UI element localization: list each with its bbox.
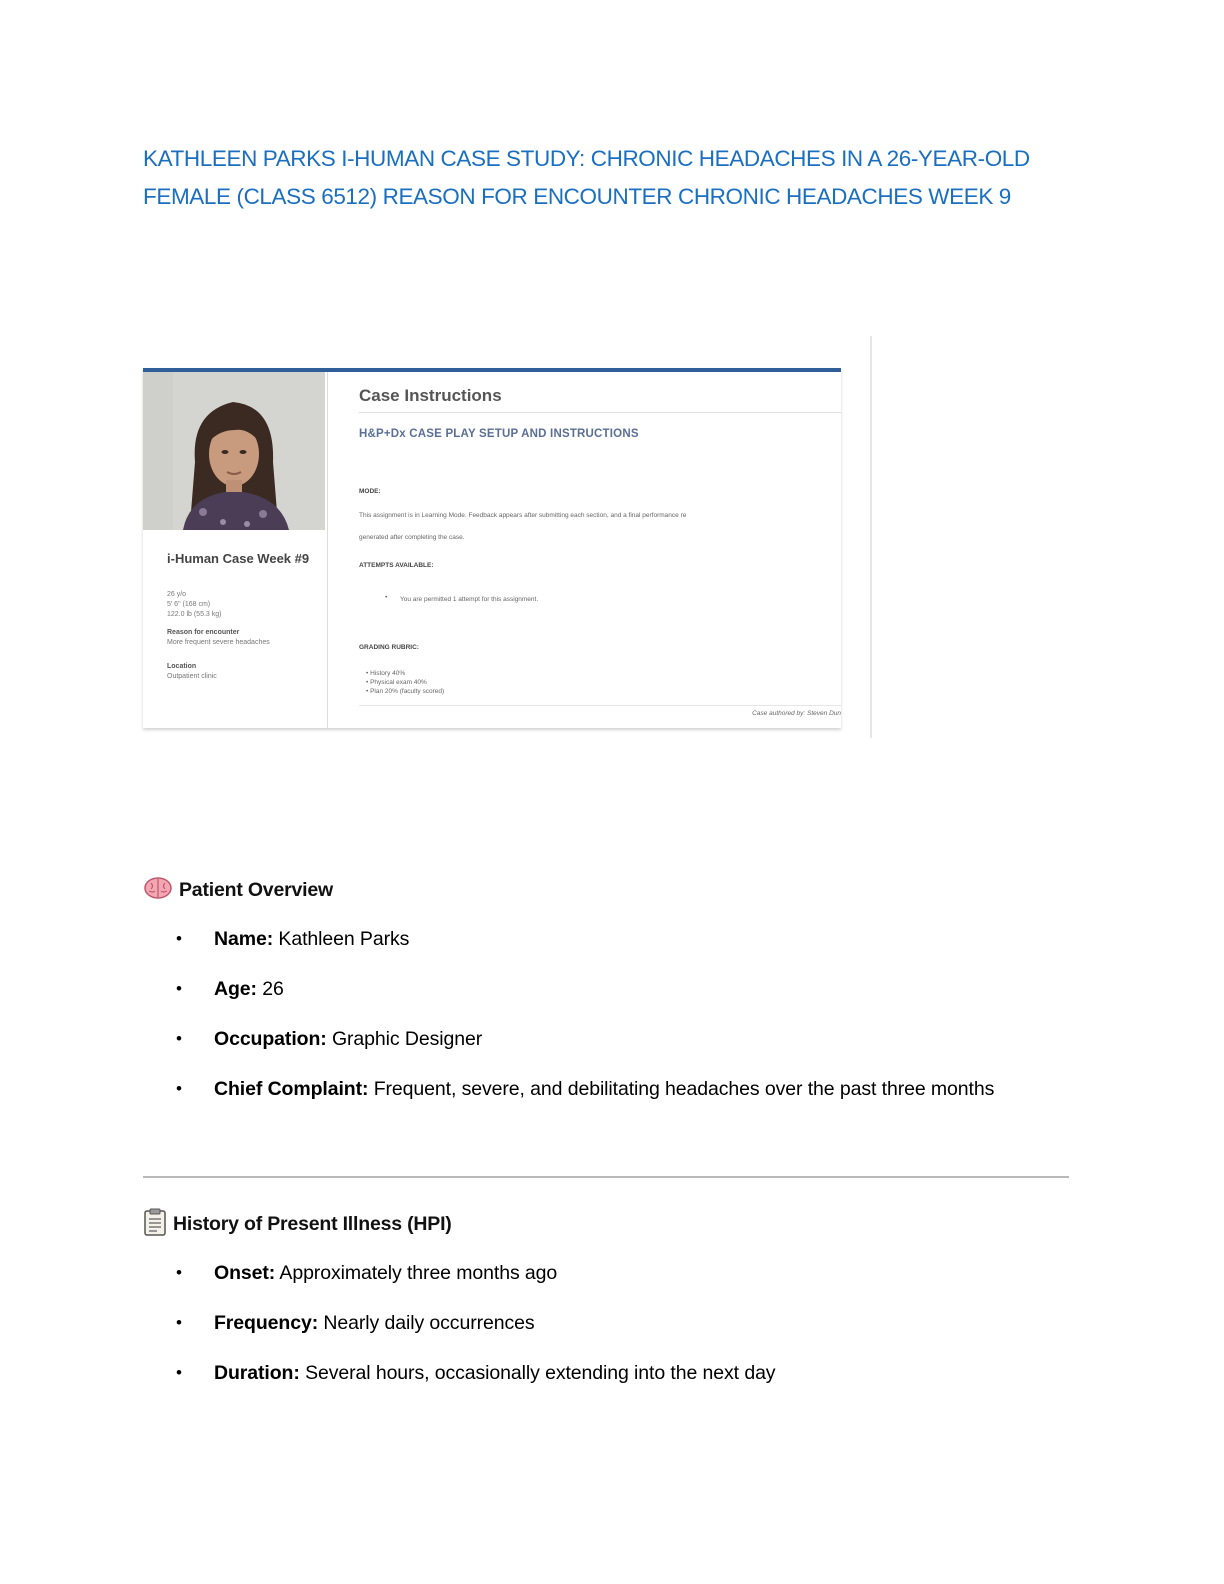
section-heading: History of Present Illness (HPI) [173, 1213, 452, 1235]
list-item: • Frequency: Nearly daily occurrences [176, 1306, 1056, 1340]
reason-value: More frequent severe headaches [167, 639, 270, 646]
clipboard-icon [143, 1208, 167, 1241]
rubric-label: GRADING RUBRIC: [359, 644, 419, 651]
patient-height: 5' 6" (168 cm) [167, 601, 211, 608]
patient-avatar-image [143, 372, 325, 530]
rubric-item: • Plan 20% (faculty scored) [366, 688, 445, 695]
case-author: Case authored by: Steven Dun [752, 710, 841, 717]
hpi-heading [143, 1208, 452, 1241]
case-instructions-screenshot [143, 336, 873, 738]
mode-label: MODE: [359, 488, 381, 495]
rubric-item: • History 40% [366, 670, 406, 677]
instructions-divider [359, 412, 841, 413]
list-item: • Occupation: Graphic Designer [176, 1022, 1056, 1056]
instructions-panel [328, 372, 841, 728]
attempts-label: ATTEMPTS AVAILABLE: [359, 562, 434, 569]
list-item: • Chief Complaint: Frequent, severe, and debilitating headaches over the past three months [176, 1072, 1056, 1106]
location-label: Location [167, 663, 197, 670]
instructions-bottom-divider [359, 705, 841, 706]
case-title: i-Human Case Week #9 [167, 551, 310, 566]
patient-overview-heading [143, 876, 333, 905]
screenshot-frame [143, 368, 841, 728]
list-item: • Duration: Several hours, occasionally extending into the next day [176, 1356, 1056, 1390]
attempts-text: You are permitted 1 attempt for this assignment. [400, 596, 539, 603]
brain-icon [143, 876, 173, 905]
instructions-subtitle: H&P+Dx CASE PLAY SETUP AND INSTRUCTIONS [359, 428, 639, 440]
reason-label: Reason for encounter [167, 629, 240, 636]
mode-text-line-1: This assignment is in Learning Mode. Feedback appears after submitting each section, and a final performance re [359, 512, 687, 519]
list-item: • Age: 26 [176, 972, 1056, 1006]
document-title: KATHLEEN PARKS I-HUMAN CASE STUDY: CHRONIC HEADACHES IN A 26-YEAR-OLD FEMALE (CLASS 6512) REASON FOR ENCOUNTER CHRONIC HEADACHES WEEK 9 [143, 146, 1030, 209]
patient-card [143, 372, 328, 728]
section-heading: Patient Overview [179, 879, 333, 901]
rubric-item: • Physical exam 40% [366, 679, 427, 686]
list-item: • Name: Kathleen Parks [176, 922, 1056, 956]
list-item: • Onset: Approximately three months ago [176, 1256, 1056, 1290]
location-value: Outpatient clinic [167, 673, 217, 680]
screenshot-edge [870, 336, 872, 738]
hpi-list [176, 1256, 1056, 1390]
patient-weight: 122.0 lb (55.3 kg) [167, 611, 222, 618]
section-divider [143, 1176, 1069, 1178]
attempts-bullet: • [385, 594, 388, 601]
instructions-title: Case Instructions [359, 386, 502, 405]
patient-age: 26 y/o [167, 591, 187, 598]
patient-portrait [143, 372, 325, 530]
mode-text-line-2: generated after completing the case. [359, 534, 465, 541]
patient-overview-list [176, 922, 1056, 1106]
